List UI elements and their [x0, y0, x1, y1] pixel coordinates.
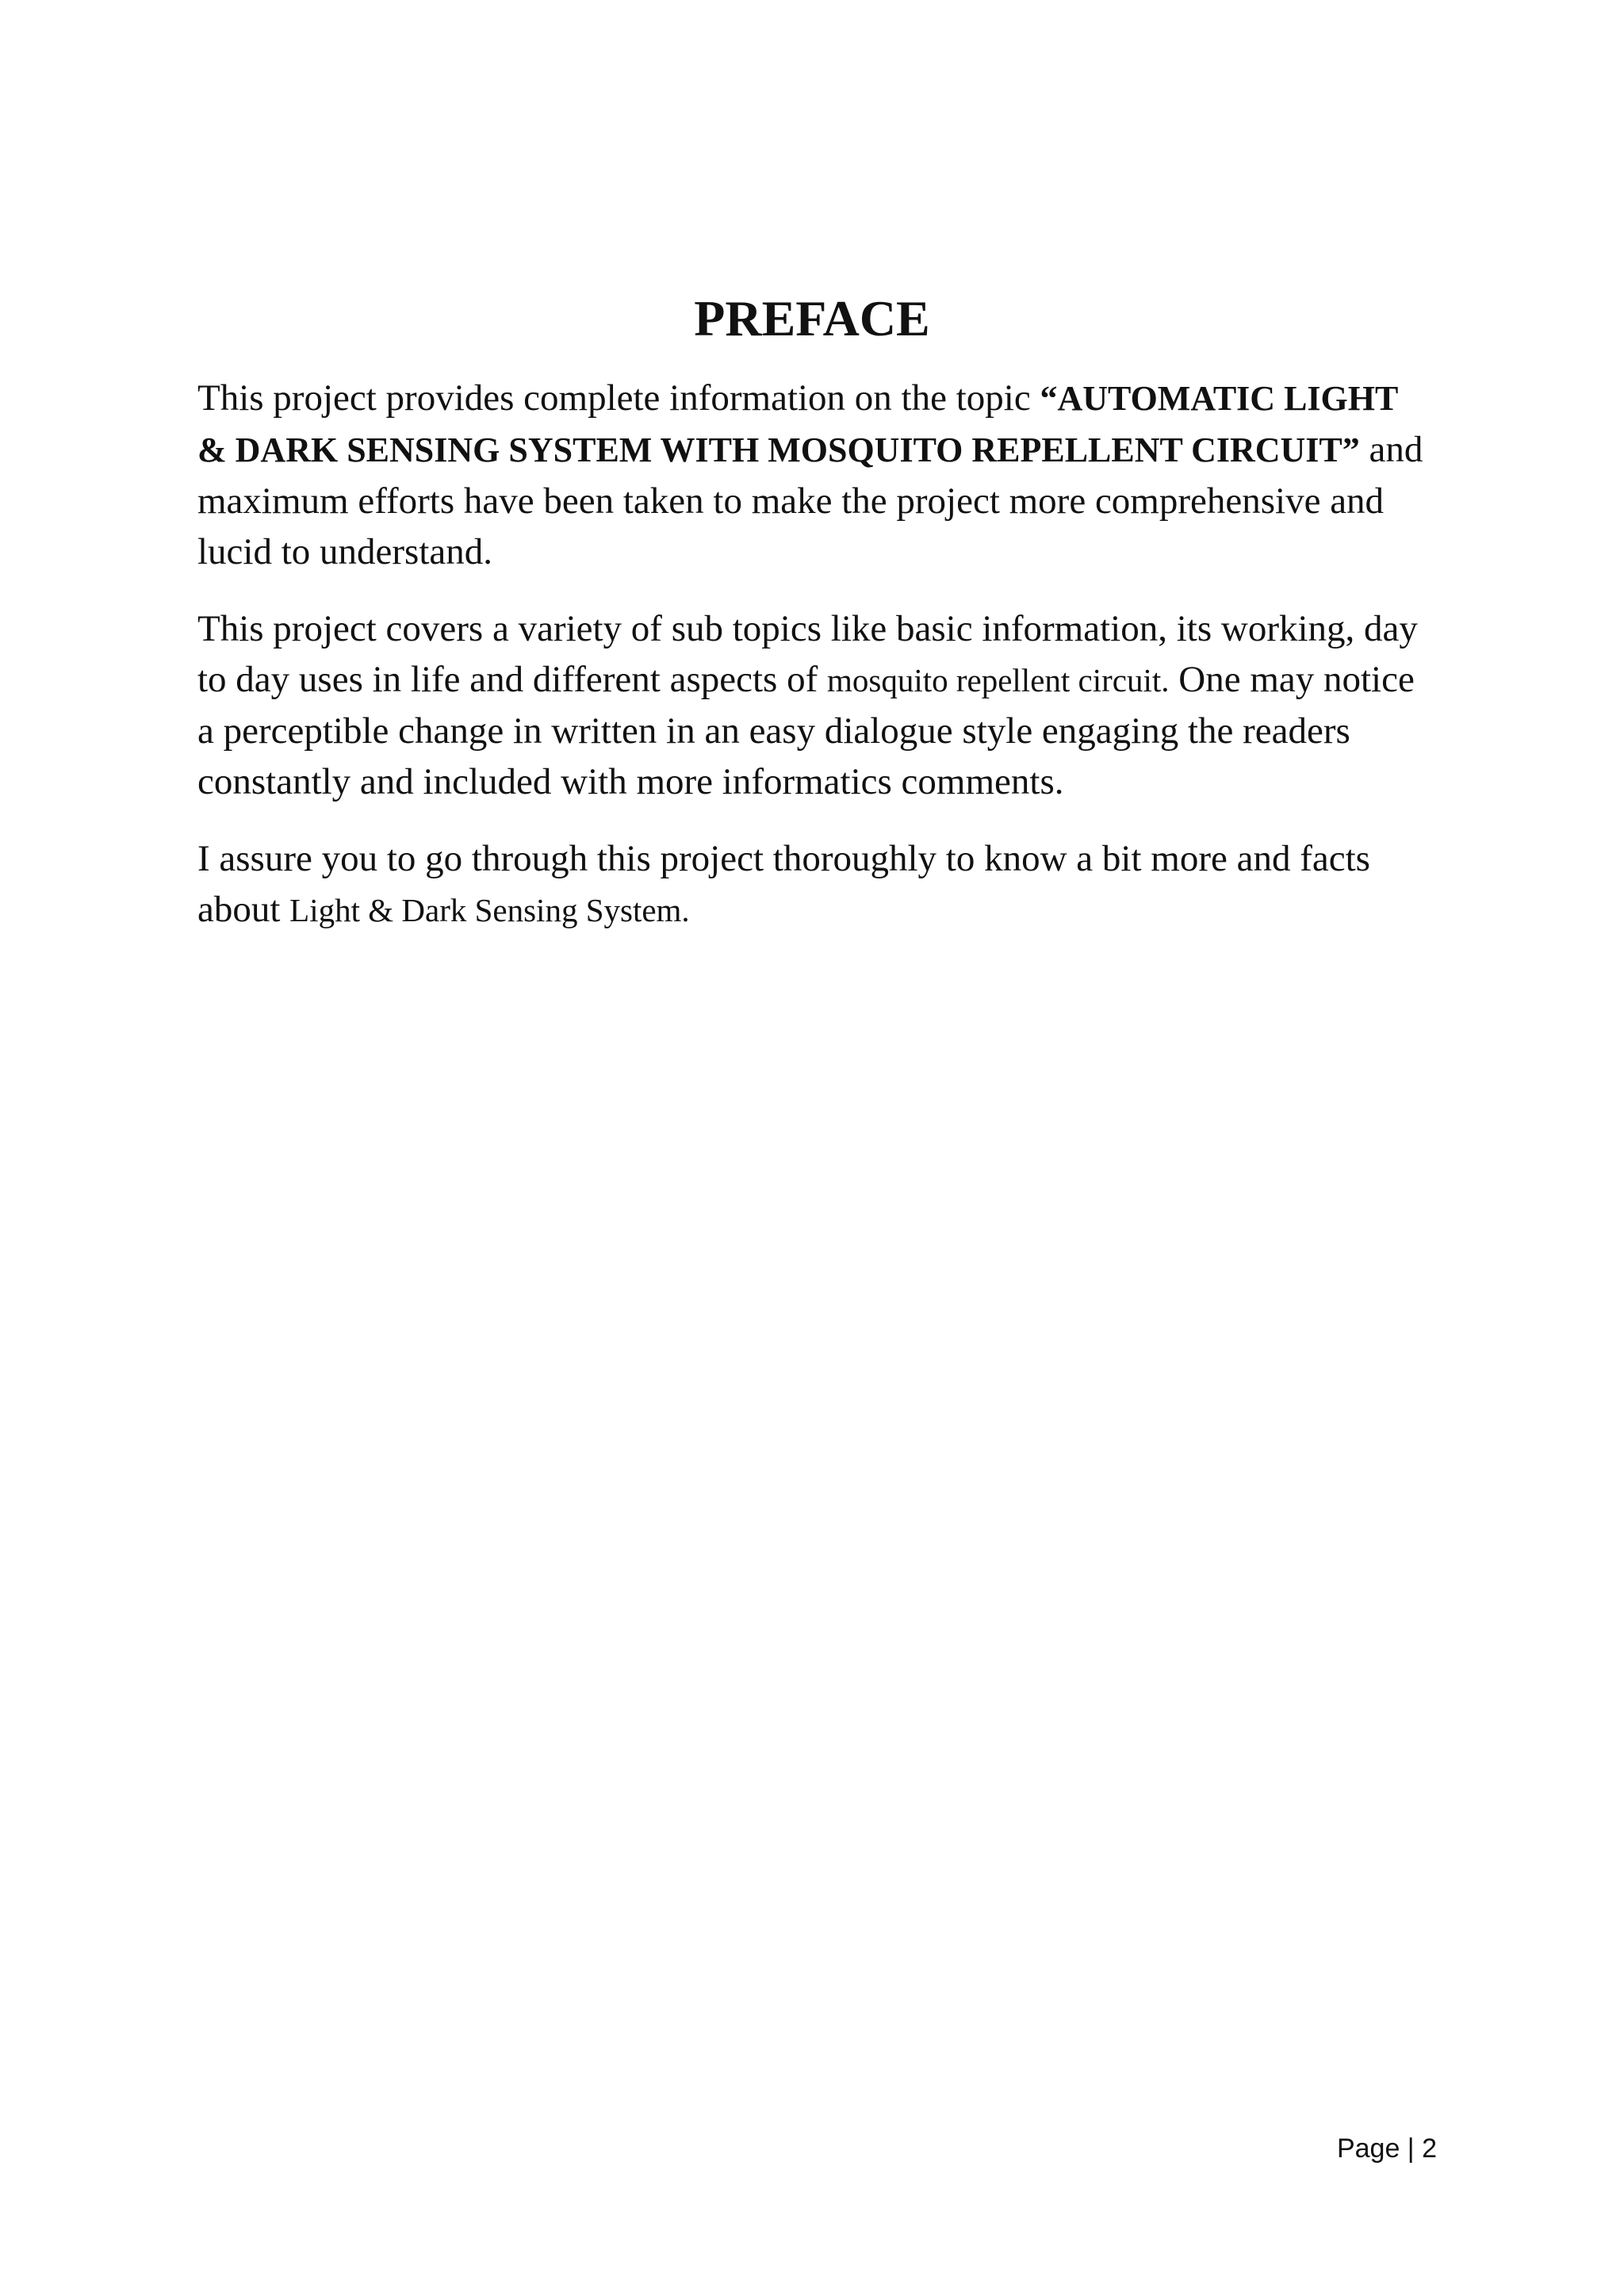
- preface-body: [197, 373, 1434, 962]
- paragraph-topics: [197, 603, 1434, 807]
- page-title: PREFACE: [694, 290, 930, 346]
- inline-term: Light & Dark Sensing System.: [289, 892, 690, 928]
- paragraph-text: This project provides complete information on the topic: [197, 377, 1040, 419]
- paragraph-text: I assure you to go through this project thoroughly to know a bit more and facts about: [197, 838, 1370, 930]
- paragraph-text: One may notice a perceptible change in written in an easy dialogue style engaging the readers constantly and included with more informatics comments.: [197, 659, 1415, 802]
- page-number: Page | 2: [1336, 2133, 1437, 2164]
- inline-term: mosquito repellent circuit.: [826, 662, 1170, 698]
- topic-title: “AUTOMATIC LIGHT & DARK SENSING SYSTEM WITH MOSQUITO REPELLENT CIRCUIT”: [197, 379, 1398, 469]
- paragraph-assurance: [197, 833, 1434, 936]
- paragraph-intro: [197, 373, 1434, 577]
- paragraph-text: This project covers a variety of sub topics like basic information, its working, day to day uses in life and different aspects of: [197, 608, 1418, 700]
- paragraph-text: and maximum efforts have been taken to make the project more comprehensive and lucid to understand.: [197, 429, 1423, 572]
